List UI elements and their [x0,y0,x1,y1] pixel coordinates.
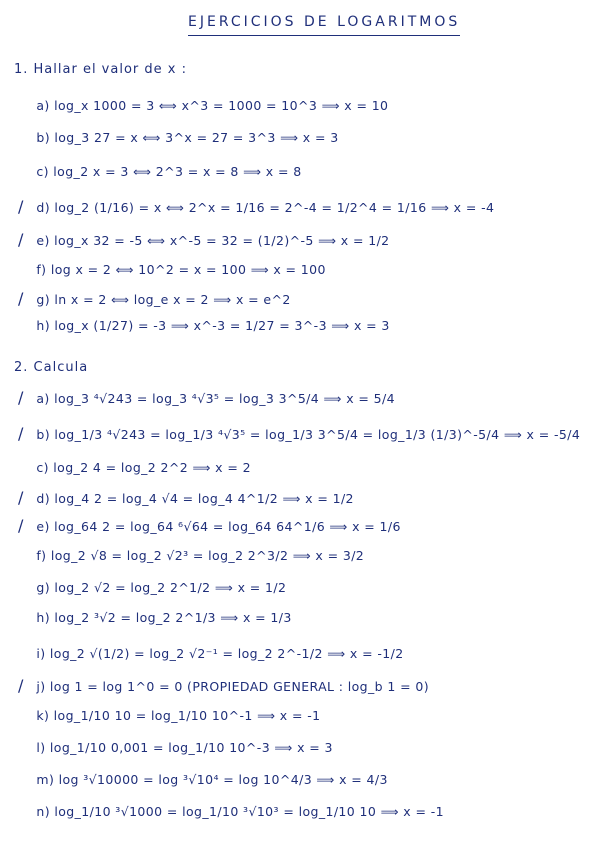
exercise-text: n) log_1/10 ³√1000 = log_1/10 ³√10³ = log_1/10 10 ⟹ x = -1 [36,804,444,819]
exercise-text: f) log x = 2 ⟺ 10^2 = x = 100 ⟹ x = 100 [36,262,326,277]
exercise-1h [18,318,390,334]
exercise-2k [18,708,320,724]
exercise-1g [18,291,291,308]
exercise-text: l) log_1/10 0,001 = log_1/10 10^-3 ⟹ x = 3 [36,740,333,755]
correction-mark: / [18,197,24,216]
exercise-2b [18,426,580,443]
section-2-heading: 2. Calcula [14,360,89,375]
exercise-2g [18,580,286,596]
exercise-2d [18,490,354,507]
exercise-text: d) log_2 (1/16) = x ⟺ 2^x = 1/16 = 2^-4 = 1/2^4 = 1/16 ⟹ x = -4 [36,200,495,215]
exercise-text: c) log_2 4 = log_2 2^2 ⟹ x = 2 [36,460,251,475]
exercise-text: g) log_2 √2 = log_2 2^1/2 ⟹ x = 1/2 [36,580,287,595]
exercise-2n [18,804,444,820]
exercise-2c [18,460,251,476]
page-title: EJERCICIOS DE LOGARITMOS [188,14,460,36]
correction-mark: / [18,424,24,443]
exercise-text: b) log_1/3 ⁴√243 = log_1/3 ⁴√3⁵ = log_1/3 3^5/4 = log_1/3 (1/3)^-5/4 ⟹ x = -5/4 [36,427,581,442]
correction-mark: / [18,230,24,249]
exercise-text: e) log_64 2 = log_64 ⁶√64 = log_64 64^1/6 ⟹ x = 1/6 [36,519,401,534]
exercise-text: k) log_1/10 10 = log_1/10 10^-1 ⟹ x = -1 [36,708,321,723]
exercise-text: m) log ³√10000 = log ³√10⁴ = log 10^4/3 ⟹ x = 4/3 [36,772,388,787]
exercise-2e [18,518,401,535]
correction-mark: / [18,516,24,535]
exercise-2j [18,678,429,695]
exercise-2l [18,740,333,756]
exercise-text: a) log_3 ⁴√243 = log_3 ⁴√3⁵ = log_3 3^5/4 ⟹ x = 5/4 [36,391,395,406]
exercise-1d [18,199,494,216]
exercise-1a [18,98,388,114]
exercise-2a [18,390,395,407]
exercise-text: g) ln x = 2 ⟺ log_e x = 2 ⟹ x = e^2 [36,292,291,307]
exercise-text: d) log_4 2 = log_4 √4 = log_4 4^1/2 ⟹ x = 1/2 [36,491,354,506]
exercise-2m [18,772,388,788]
exercise-text: b) log_3 27 = x ⟺ 3^x = 27 = 3^3 ⟹ x = 3 [36,130,339,145]
correction-mark: / [18,388,24,407]
exercise-text: j) log 1 = log 1^0 = 0 (PROPIEDAD GENERAL : log_b 1 = 0) [36,679,429,694]
section-1-heading: 1. Hallar el valor de x : [14,62,187,77]
correction-mark: / [18,488,24,507]
exercise-1f [18,262,326,278]
exercise-text: a) log_x 1000 = 3 ⟺ x^3 = 1000 = 10^3 ⟹ x = 10 [36,98,389,113]
correction-mark: / [18,676,24,695]
exercise-text: i) log_2 √(1/2) = log_2 √2⁻¹ = log_2 2^-1/2 ⟹ x = -1/2 [36,646,404,661]
exercise-1e [18,232,390,249]
exercise-2h [18,610,292,626]
exercise-2i [18,646,404,662]
exercise-2f [18,548,364,564]
exercise-text: h) log_2 ³√2 = log_2 2^1/3 ⟹ x = 1/3 [36,610,292,625]
exercise-text: f) log_2 √8 = log_2 √2³ = log_2 2^3/2 ⟹ x = 3/2 [36,548,365,563]
exercise-text: e) log_x 32 = -5 ⟺ x^-5 = 32 = (1/2)^-5 ⟹ x = 1/2 [36,233,390,248]
exercise-text: h) log_x (1/27) = -3 ⟹ x^-3 = 1/27 = 3^-3 ⟹ x = 3 [36,318,390,333]
correction-mark: / [18,289,24,308]
exercise-1b [18,130,339,146]
exercise-1c [18,164,302,180]
exercise-text: c) log_2 x = 3 ⟺ 2^3 = x = 8 ⟹ x = 8 [36,164,302,179]
